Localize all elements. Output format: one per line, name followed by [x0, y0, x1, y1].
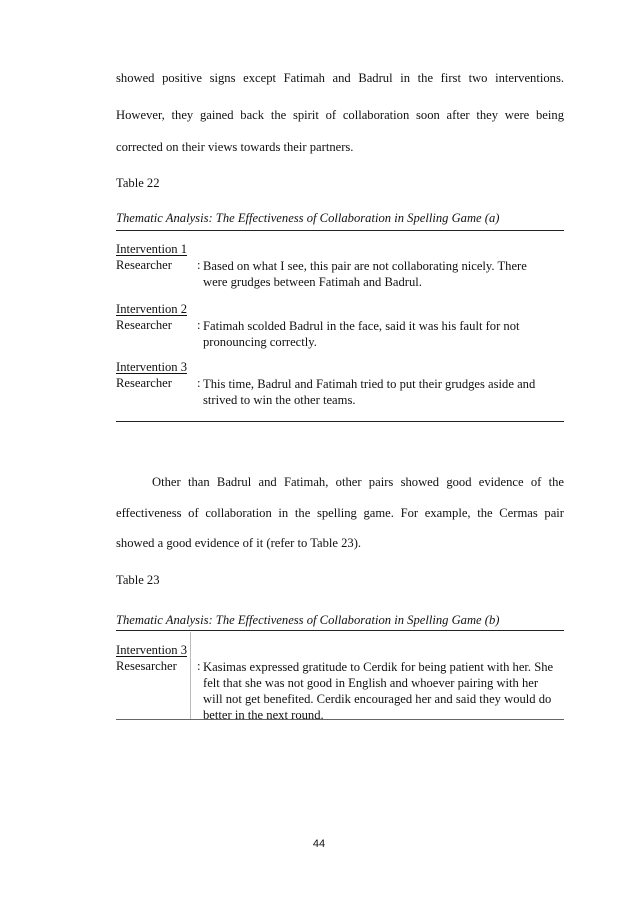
table-23-intervention-1: Intervention 3: [116, 643, 187, 657]
table-22-speaker-1: Researcher: [116, 258, 172, 272]
paragraph-2-line-2: effectiveness of collaboration in the spelling game. For example, the Cermas pair: [116, 506, 564, 520]
table-23-speaker-1: Resesarcher: [116, 659, 177, 673]
page-number: 44: [312, 838, 326, 850]
table-22-quote-2-line-1: Fatimah scolded Badrul in the face, said it was his fault for not: [203, 319, 520, 333]
paragraph-2-line-3: showed a good evidence of it (refer to Table 23).: [116, 536, 362, 550]
table-22-quote-2-line-2: pronouncing correctly.: [203, 335, 317, 349]
table-22-quote-3-line-2: strived to win the other teams.: [203, 393, 356, 407]
table-23-quote-1-line-4: better in the next round.: [203, 708, 324, 722]
table-22-speaker-2: Researcher: [116, 318, 172, 332]
table-22-quote-2: [203, 318, 563, 350]
table-22-intervention-1: Intervention 1: [116, 242, 187, 256]
table-23-column-divider: [190, 632, 191, 720]
table-22-colon-2: :: [197, 318, 201, 332]
table-23-quote-1-line-1: Kasimas expressed gratitude to Cerdik for being patient with her. She: [203, 660, 554, 674]
paragraph-1-line-2: However, they gained back the spirit of collaboration soon after they were being: [116, 108, 564, 122]
table-23-label: Table 23: [116, 573, 160, 587]
table-22-quote-1-line-1: Based on what I see, this pair are not collaborating nicely. There: [203, 259, 527, 273]
table-23-quote-1-line-2: felt that she was not good in English and whoever pairing with her: [203, 676, 539, 690]
table-22-quote-3: [203, 376, 563, 408]
table-23-top-rule: [116, 630, 564, 631]
table-23-colon-1: :: [197, 659, 201, 673]
table-22-intervention-3: Intervention 3: [116, 360, 187, 374]
table-23-title: Thematic Analysis: The Effectiveness of Collaboration in Spelling Game (b): [116, 613, 500, 627]
table-23-quote-1: [203, 659, 563, 723]
table-22-title: Thematic Analysis: The Effectiveness of Collaboration in Spelling Game (a): [116, 211, 500, 225]
paragraph-1-line-3: corrected on their views towards their partners.: [116, 140, 354, 154]
table-22-quote-1: [203, 258, 563, 290]
paragraph-2-line-1: Other than Badrul and Fatimah, other pairs showed good evidence of the: [152, 475, 564, 489]
table-23-bottom-rule: [116, 719, 564, 720]
table-22-quote-3-line-1: This time, Badrul and Fatimah tried to put their grudges aside and: [203, 377, 536, 391]
table-22-label: Table 22: [116, 176, 160, 190]
table-22-speaker-3: Researcher: [116, 376, 172, 390]
paragraph-1-line-1: showed positive signs except Fatimah and Badrul in the first two interventions.: [116, 71, 564, 85]
table-22-colon-3: :: [197, 376, 201, 390]
table-22-bottom-rule: [116, 421, 564, 422]
table-22-top-rule: [116, 230, 564, 231]
table-22-intervention-2: Intervention 2: [116, 302, 187, 316]
table-22-colon-1: :: [197, 258, 201, 272]
table-22-quote-1-line-2: were grudges between Fatimah and Badrul.: [203, 275, 422, 289]
table-23-quote-1-line-3: will not get benefited. Cerdik encouraged her and said they would do: [203, 692, 552, 706]
